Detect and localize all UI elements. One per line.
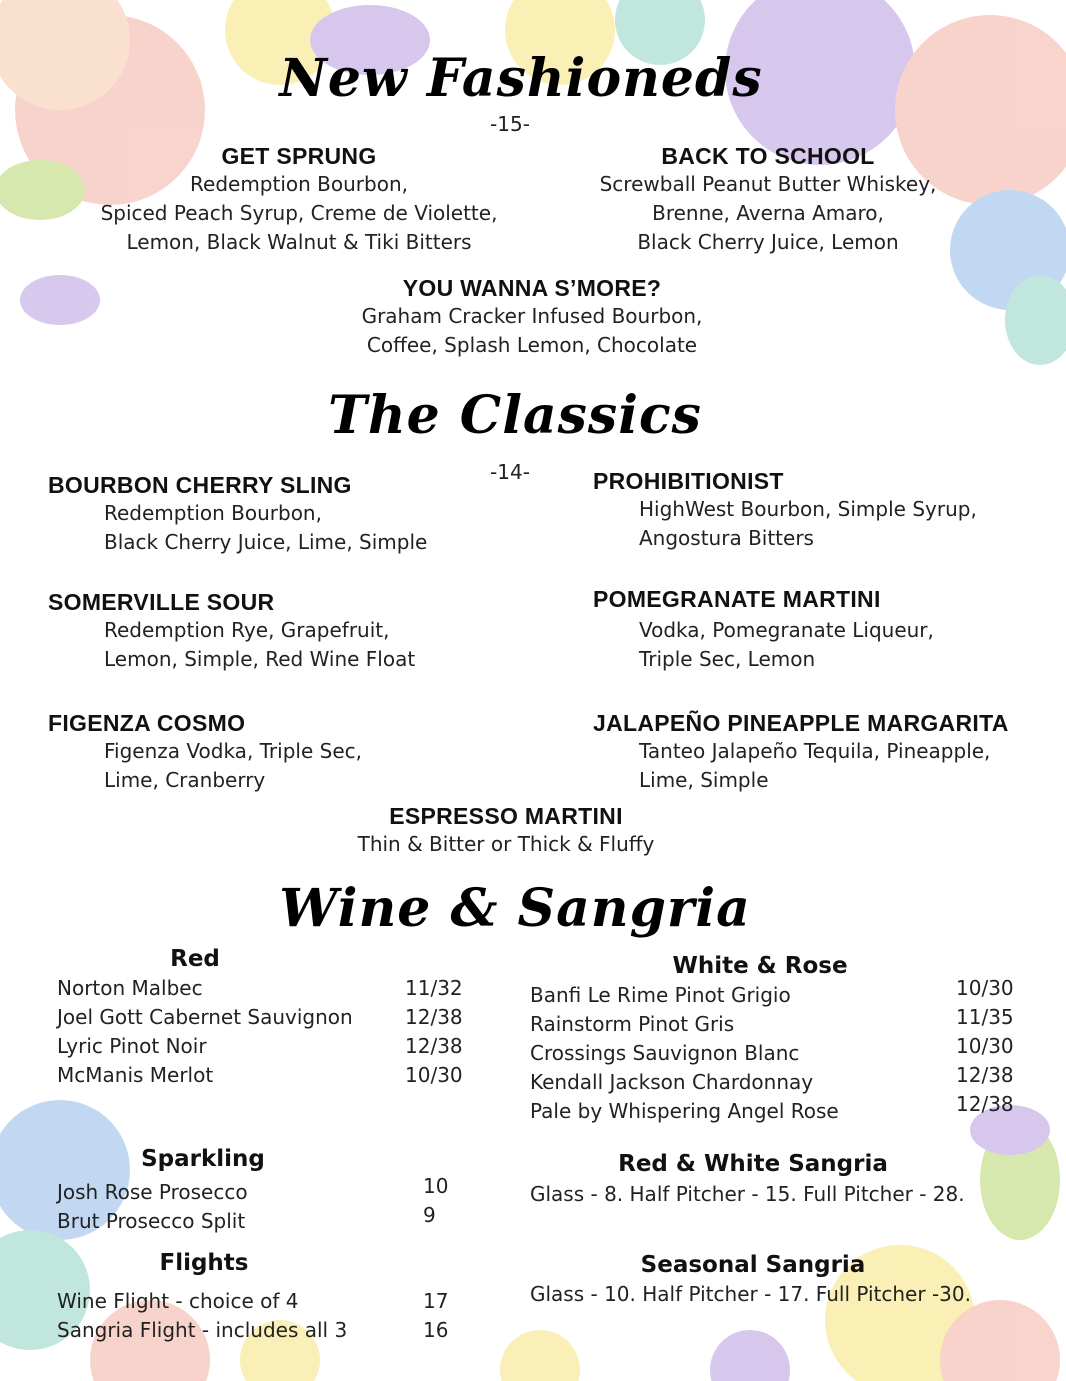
white-name: Rainstorm Pinot Gris — [530, 1012, 735, 1036]
get-sprung-line-1: Redemption Bourbon, — [190, 172, 408, 196]
sparkling-row — [57, 1203, 477, 1236]
red-row — [57, 1003, 477, 1032]
white-price: 12/38 — [956, 1063, 1014, 1087]
white-row — [530, 1034, 1030, 1068]
red-row — [57, 1032, 477, 1061]
smore-line-2: Coffee, Splash Lemon, Chocolate — [366, 333, 698, 357]
white-row — [530, 976, 1030, 1010]
somerville-sour-line-2: Lemon, Simple, Red Wine Float — [104, 647, 416, 671]
flight-row — [57, 1316, 477, 1345]
sparkling-list — [57, 1174, 477, 1236]
red-price: 12/38 — [405, 1005, 463, 1029]
white-name: Banfi Le Rime Pinot Grigio — [530, 983, 791, 1007]
back-to-school-item — [600, 143, 937, 257]
figenza-cosmo-line-1: Figenza Vodka, Triple Sec, — [104, 739, 362, 763]
flight-row — [57, 1287, 477, 1316]
somerville-sour-line-1: Redemption Rye, Grapefruit, — [104, 618, 390, 642]
jalapeno-margarita-name: JALAPEÑO PINEAPPLE MARGARITA — [593, 710, 1009, 736]
sparkling-name: Brut Prosecco Split — [57, 1209, 246, 1233]
back-to-school-name: BACK TO SCHOOL — [661, 143, 875, 169]
red-list — [57, 974, 477, 1090]
classics-price: -14- — [490, 460, 530, 484]
smore-item — [362, 275, 703, 360]
get-sprung-item — [101, 143, 498, 257]
sparkling-name: Josh Rose Prosecco — [57, 1180, 248, 1204]
smore-name: YOU WANNA S’MORE? — [402, 275, 662, 301]
prohibitionist-name: PROHIBITIONIST — [593, 468, 784, 494]
flights-list — [57, 1287, 477, 1345]
back-to-school-line-3: Black Cherry Juice, Lemon — [637, 230, 899, 254]
seasonal-sangria-text: Glass - 10. Half Pitcher - 17. Full Pitcher -30. — [530, 1282, 971, 1306]
white-name: Pale by Whispering Angel Rose — [530, 1099, 839, 1123]
pomegranate-martini-line-1: Vodka, Pomegranate Liqueur, — [639, 618, 934, 642]
pomegranate-martini-item — [593, 586, 934, 674]
white-row — [530, 1092, 1030, 1126]
back-to-school-line-2: Brenne, Averna Amaro, — [652, 201, 884, 225]
prohibitionist-item — [593, 468, 977, 553]
seasonal-sangria-heading: Seasonal Sangria — [640, 1252, 866, 1278]
somerville-sour-item — [48, 589, 415, 674]
new-fashioneds-price: -15- — [490, 112, 530, 136]
white-rose-heading: White & Rose — [672, 953, 848, 979]
jalapeno-margarita-item — [593, 710, 1009, 795]
figenza-cosmo-name: FIGENZA COSMO — [48, 710, 246, 736]
espresso-martini-item — [358, 803, 655, 859]
white-name: Kendall Jackson Chardonnay — [530, 1070, 814, 1094]
red-price: 11/32 — [405, 976, 463, 1000]
bourbon-cherry-sling-item — [48, 472, 427, 557]
bourbon-cherry-sling-line-2: Black Cherry Juice, Lime, Simple — [104, 530, 428, 554]
white-rose-list — [530, 976, 1030, 1126]
red-price: 10/30 — [405, 1063, 463, 1087]
red-name: Joel Gott Cabernet Sauvignon — [57, 1005, 353, 1029]
espresso-martini-line-1: Thin & Bitter or Thick & Fluffy — [357, 832, 655, 856]
somerville-sour-name: SOMERVILLE SOUR — [48, 589, 275, 615]
flower-yellow-bottom-center — [500, 1330, 580, 1381]
figenza-cosmo-line-2: Lime, Cranberry — [104, 768, 266, 792]
white-price: 11/35 — [956, 1005, 1014, 1029]
get-sprung-line-2: Spiced Peach Syrup, Creme de Violette, — [100, 201, 498, 225]
back-to-school-line-1: Screwball Peanut Butter Whiskey, — [599, 172, 937, 196]
wine-sangria-title: Wine & Sangria — [279, 878, 751, 939]
white-price: 10/30 — [956, 1034, 1014, 1058]
sparkling-row — [57, 1174, 477, 1207]
flight-name: Wine Flight - choice of 4 — [57, 1289, 299, 1313]
white-row — [530, 1005, 1030, 1039]
white-price: 12/38 — [956, 1092, 1014, 1116]
get-sprung-name: GET SPRUNG — [221, 143, 377, 169]
bourbon-cherry-sling-name: BOURBON CHERRY SLING — [48, 472, 352, 498]
red-row — [57, 974, 477, 1003]
classics-title: The Classics — [328, 385, 702, 446]
espresso-martini-name: ESPRESSO MARTINI — [389, 803, 623, 829]
sparkling-heading: Sparkling — [141, 1146, 265, 1172]
red-heading: Red — [170, 946, 220, 972]
prohibitionist-line-2: Angostura Bitters — [639, 526, 814, 550]
white-row — [530, 1063, 1030, 1097]
get-sprung-line-3: Lemon, Black Walnut & Tiki Bitters — [126, 230, 472, 254]
lavender-left — [20, 275, 100, 325]
flight-price: 16 — [423, 1318, 449, 1342]
jalapeno-margarita-line-2: Lime, Simple — [639, 768, 769, 792]
red-name: McManis Merlot — [57, 1063, 214, 1087]
prohibitionist-line-1: HighWest Bourbon, Simple Syrup, — [639, 497, 977, 521]
red-name: Norton Malbec — [57, 976, 203, 1000]
white-name: Crossings Sauvignon Blanc — [530, 1041, 800, 1065]
rw-sangria-heading: Red & White Sangria — [618, 1151, 888, 1177]
jalapeno-margarita-line-1: Tanteo Jalapeño Tequila, Pineapple, — [639, 739, 991, 763]
rw-sangria-text: Glass - 8. Half Pitcher - 15. Full Pitcher - 28. — [530, 1182, 965, 1206]
pomegranate-martini-line-2: Triple Sec, Lemon — [639, 647, 816, 671]
white-price: 10/30 — [956, 976, 1014, 1000]
flights-heading: Flights — [159, 1250, 249, 1276]
new-fashioneds-title: New Fashioneds — [279, 48, 763, 109]
sparkling-price: 9 — [423, 1203, 436, 1227]
smore-line-1: Graham Cracker Infused Bourbon, — [361, 304, 703, 328]
flight-price: 17 — [423, 1289, 449, 1313]
bourbon-cherry-sling-line-1: Redemption Bourbon, — [104, 501, 322, 525]
red-price: 12/38 — [405, 1034, 463, 1058]
flight-name: Sangria Flight - includes all 3 — [57, 1318, 348, 1342]
figenza-cosmo-item — [48, 710, 362, 795]
red-name: Lyric Pinot Noir — [57, 1034, 207, 1058]
pomegranate-martini-name: POMEGRANATE MARTINI — [593, 586, 881, 612]
sparkling-price: 10 — [423, 1174, 449, 1198]
red-row — [57, 1061, 477, 1090]
flower-purple-bottom — [710, 1330, 790, 1381]
